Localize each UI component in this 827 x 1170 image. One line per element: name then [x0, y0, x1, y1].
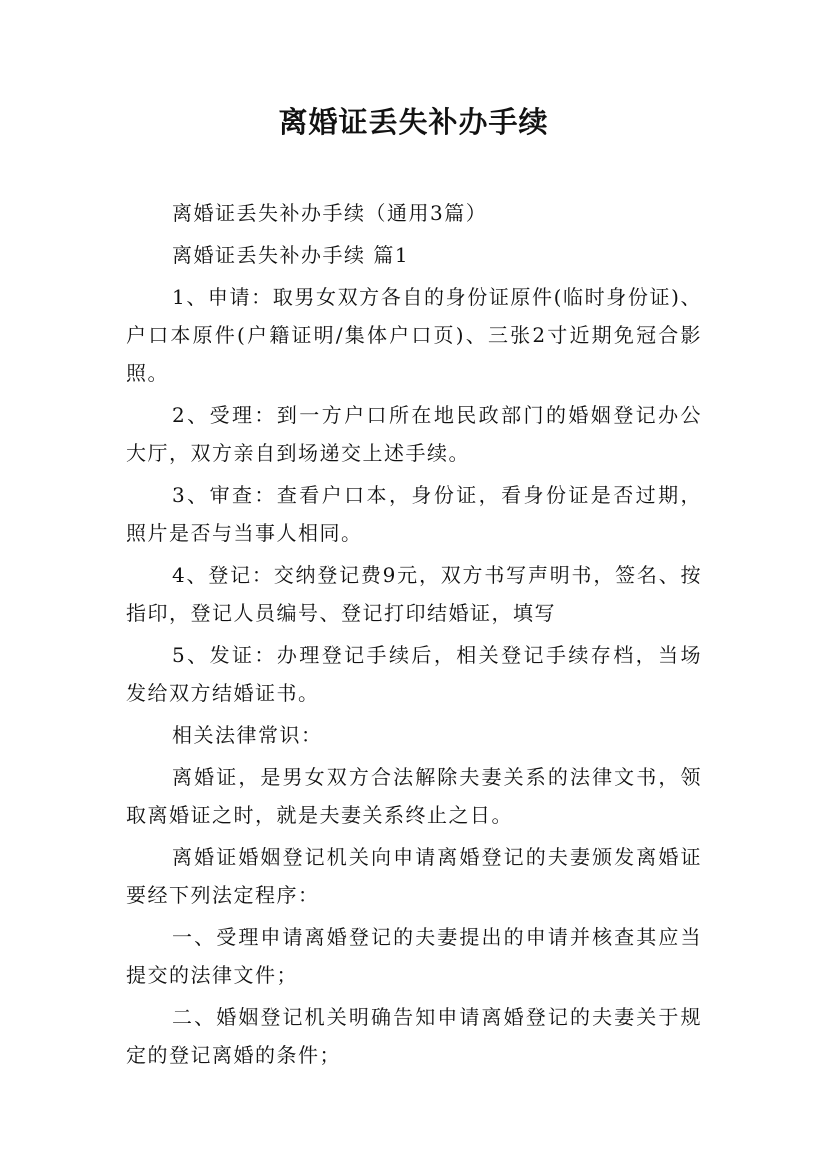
- document-title: 离婚证丢失补办手续: [278, 105, 549, 139]
- paragraph: 3、审查：查看户口本，身份证，看身份证是否过期，照片是否与当事人相同。: [126, 483, 702, 545]
- paragraph: 离婚证婚姻登记机关向申请离婚登记的夫妻颁发离婚证要经下列法定程序：: [126, 845, 702, 907]
- paragraph: 1、申请：取男女双方各自的身份证原件(临时身份证)、户口本原件(户籍证明/集体户口页)、三张2寸近期免冠合影照。: [126, 285, 702, 385]
- paragraph: 5、发证：办理登记手续后，相关登记手续存档，当场发给双方结婚证书。: [126, 643, 702, 705]
- paragraph: 一、受理申请离婚登记的夫妻提出的申请并核查其应当提交的法律文件；: [126, 925, 702, 987]
- paragraph: 4、登记：交纳登记费9元，双方书写声明书，签名、按指印，登记人员编号、登记打印结婚证，填写: [126, 563, 702, 625]
- paragraph: 离婚证丢失补办手续 篇1: [172, 243, 410, 267]
- paragraph: 2、受理：到一方户口所在地民政部门的婚姻登记办公大厅，双方亲自到场递交上述手续。: [126, 403, 702, 465]
- paragraph: 二、婚姻登记机关明确告知申请离婚登记的夫妻关于规定的登记离婚的条件；: [126, 1005, 702, 1067]
- document-body: [126, 194, 702, 1078]
- paragraph: 相关法律常识：: [172, 723, 323, 747]
- paragraph: 离婚证丢失补办手续（通用3篇）: [172, 201, 488, 225]
- paragraph: 离婚证，是男女双方合法解除夫妻关系的法律文书，领取离婚证之时，就是夫妻关系终止之日。: [126, 765, 702, 827]
